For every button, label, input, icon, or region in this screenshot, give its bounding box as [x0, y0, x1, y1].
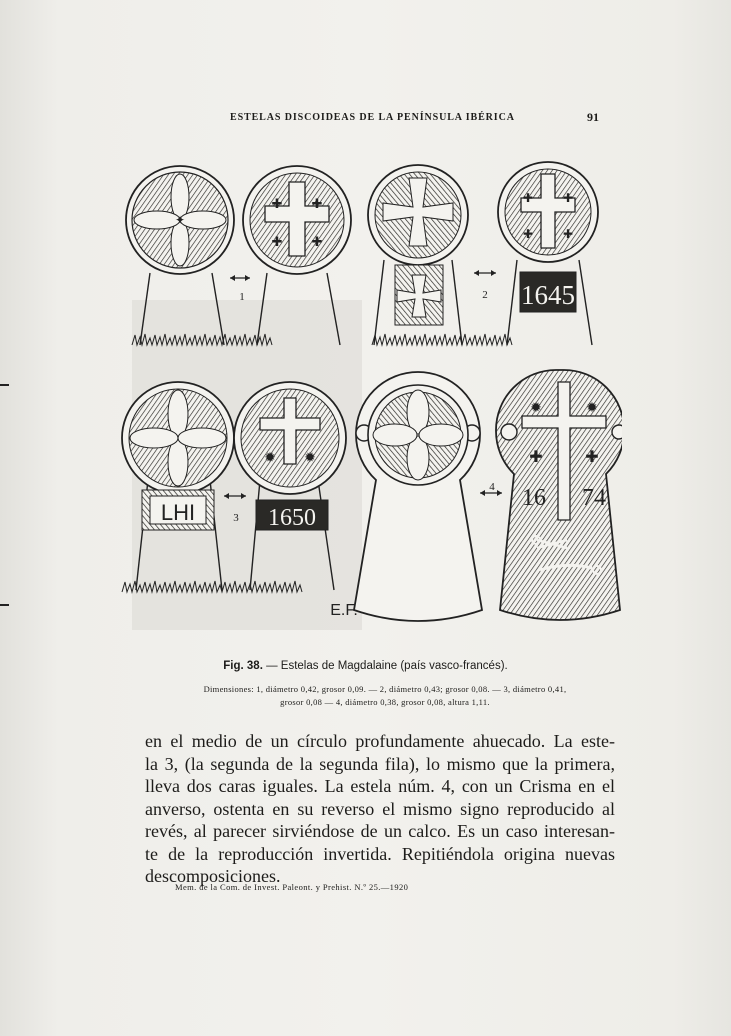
body-line: en el medio de un círculo profundamente ahuecado. La este- [145, 731, 615, 751]
figure-number-4: 4 [489, 481, 495, 493]
svg-text:✚: ✚ [529, 449, 543, 466]
stele-3-letters: LHI [160, 500, 196, 525]
double-arrow-1 [230, 275, 250, 281]
artist-initials: E.F. [330, 602, 358, 619]
caption-title: Estelas de Magdalaine (país vasco-francés). [280, 660, 508, 672]
svg-text:✹: ✹ [530, 401, 542, 416]
stele-2-back [498, 162, 598, 345]
caption-dash: — [262, 660, 281, 672]
stele-4-date-right: 74 [582, 485, 606, 511]
body-line: la 3, (la segunda de la segunda fila), lo mismo que la primera, [145, 753, 615, 774]
dimensions-line: Dimensiones: 1, diámetro 0,42, grosor 0,09. — 2, diámetro 0,43; grosor 0,08. — 3, diámetro 0,41, [203, 684, 567, 694]
svg-text:✚: ✚ [585, 449, 599, 466]
figure-number-3: 3 [233, 512, 239, 524]
figure-label: Fig. 38. [223, 660, 263, 672]
figure-dimensions [160, 683, 610, 709]
body-paragraph [145, 730, 615, 888]
svg-text:✚: ✚ [311, 196, 323, 211]
svg-text:✚: ✚ [522, 227, 534, 241]
page-number: 91 [587, 110, 599, 124]
stele-2-date: 1645 [521, 280, 575, 310]
figure-38 [112, 150, 622, 630]
svg-text:✚: ✚ [311, 234, 323, 249]
figure-number-1: 1 [239, 291, 245, 303]
svg-text:✚: ✚ [271, 234, 283, 249]
body-line: lleva dos caras iguales. La estela núm. 4, con un Crisma en el [145, 776, 615, 796]
svg-text:✚: ✚ [562, 191, 574, 205]
left-edge-mark [0, 384, 9, 386]
body-line: te de la reproducción invertida. Repitiéndola origina nuevas [145, 843, 615, 864]
left-edge-mark [0, 604, 9, 606]
figure-number-2: 2 [482, 289, 488, 301]
svg-text:✚: ✚ [562, 227, 574, 241]
svg-text:✦: ✦ [174, 213, 186, 227]
stelae-illustration [112, 150, 622, 630]
svg-text:✚: ✚ [522, 191, 534, 205]
svg-text:✹: ✹ [586, 401, 598, 416]
stele-4-front [354, 372, 482, 621]
svg-text:✚: ✚ [271, 196, 283, 211]
figure-caption [0, 660, 731, 672]
stele-2-front [368, 165, 468, 345]
body-line: descomposiciones. [145, 866, 281, 886]
body-line: revés, al parecer sirviéndose de un calco. Es un caso interesan- [145, 821, 615, 841]
svg-text:✹: ✹ [304, 451, 316, 466]
dimensions-line: grosor 0,08 — 4, diámetro 0,38, grosor 0,08, altura 1,11. [280, 697, 490, 707]
running-head: ESTELAS DISCOIDEAS DE LA PENÍNSULA IBÉRICA [230, 112, 515, 123]
series-footer: Mem. de la Com. de Invest. Paleont. y Prehist. N.º 25.—1920 [175, 882, 409, 892]
double-arrow-2 [474, 270, 496, 276]
body-line: anverso, ostenta en su reverso el mismo signo reproducido al [145, 798, 615, 819]
stele-4-date-left: 16 [522, 485, 546, 511]
svg-text:✹: ✹ [264, 451, 276, 466]
stele-3-date: 1650 [268, 505, 316, 531]
